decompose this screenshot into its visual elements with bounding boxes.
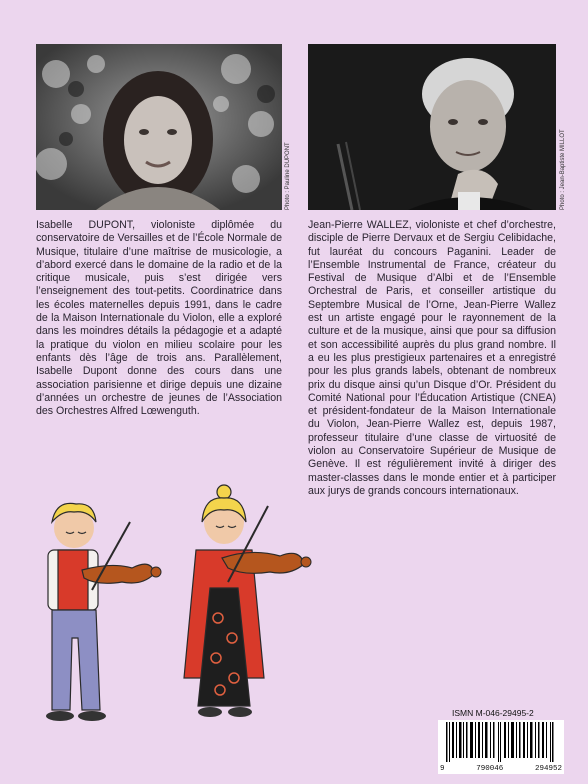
- biography-jean-pierre-wallez: [308, 219, 556, 498]
- girl-violinist-icon: [184, 485, 311, 717]
- portrait-photo-isabelle-dupont: [36, 44, 282, 210]
- portrait-photo-jean-pierre-wallez: [308, 44, 556, 210]
- biography-text-left: Isabelle DUPONT, violoniste diplômée du conservatoire de Versailles et de l’École Normale de Musique, titulaire d’une maîtrise de musicologie, a d’abord exercé dans le domaine de la radio et de la critique musicale, puis s’est dirigée vers l’enseignement des tout-petits. Coordinatrice dans les écoles maternelles depuis 1991, dans le cadre de la Maison Internationale du Violon, elle a exploré dans les moindres détails la pédagogie et a adapté la pratique du violon en milieu scolaire pour les enfants dès l’âge de trois ans. Parallèlement, Isabelle Dupont donne des cours dans une association parisienne et dirige depuis une dizaine d’années un orchestre de jeunes de l’Association des Orchestres Alfred Lœwenguth.: [36, 219, 282, 418]
- children-violinists-illustration: [22, 478, 312, 748]
- barcode-digits-group1: 790046: [476, 765, 504, 773]
- biography-text-right: Jean-Pierre WALLEZ, violoniste et chef d’orchestre, disciple de Pierre Dervaux et de Sergiu Celibidache, fut lauréat du concours Paganini. Leader de l’Ensemble Instrumental de France, créateur du Festival de Musique d’Albi et de l’Ensemble Orchestral de Paris, et conseiller artistique du Septembre Musical de l’Orne, Jean-Pierre Wallez est un artiste engagé pour le rayonnement de la culture et de la musique, ainsi que pour sa diffusion et son accessibilité auprès du plus grand nombre. Il a eu les plus prestigieux partenaires et a enregistré pour les plus grands labels, obtenant de nombreux prix du disque ainsi qu’un Disque d’Or. Président du Comité National pour l’Éducation Artistique (CNEA) et président-fondateur de la Maison Internationale du Violon, Jean-Pierre Wallez est, depuis 1987, professeur titulaire d’une classe de virtuosité de violon au Conservatoire Supérieur de Musique de Genève. Il est régulièrement invité à diriger des master-classes dans le monde entier et à participer aux jurys de grands concours internationaux.: [308, 219, 556, 497]
- barcode-digits: [438, 765, 564, 773]
- ismn-number: ISMN M-046-29495-2: [452, 708, 534, 718]
- barcode-digits-group2: 294952: [534, 765, 562, 773]
- biography-isabelle-dupont: [36, 219, 282, 418]
- barcode-bars-icon: [438, 720, 564, 764]
- barcode-digit-first: 9: [440, 765, 445, 773]
- boy-violinist-icon: [46, 503, 161, 721]
- photo-credit-right: Photo : Jean-Baptiste MILLOT: [560, 129, 566, 210]
- photo-credit-left: Photo : Pauline DUPONT: [285, 142, 291, 210]
- barcode: [438, 720, 564, 774]
